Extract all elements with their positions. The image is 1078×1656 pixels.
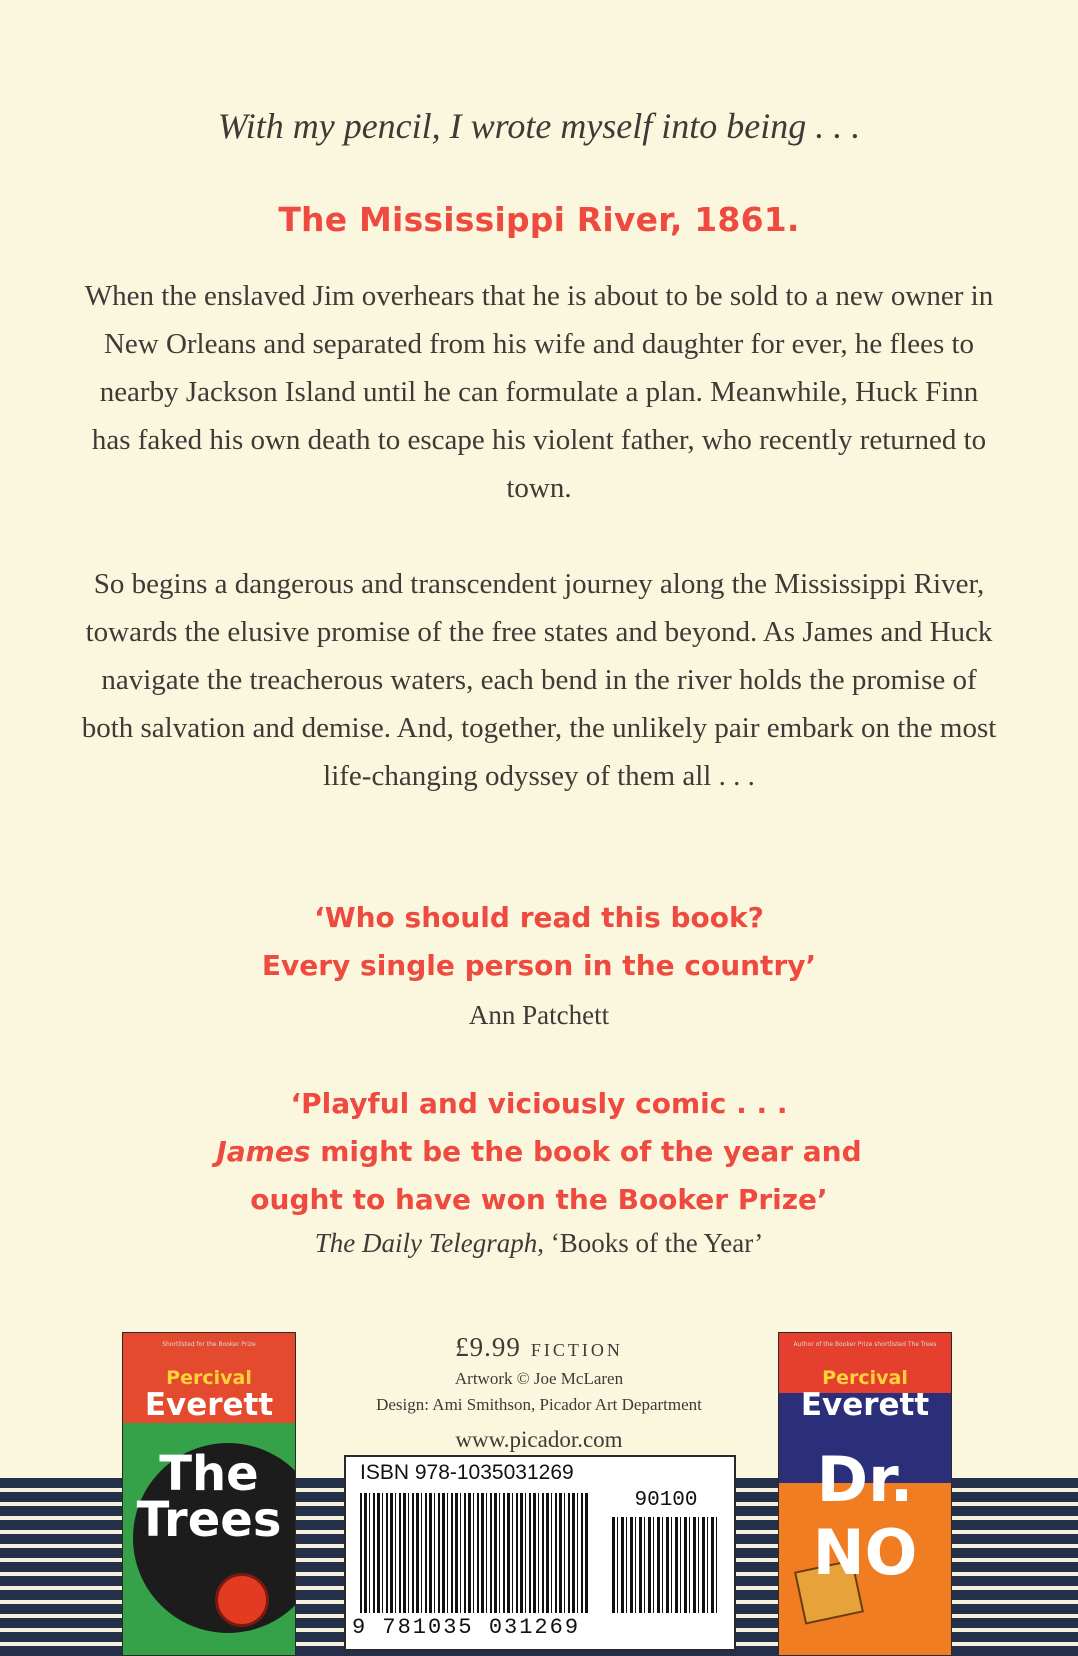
category: FICTION [530,1340,623,1360]
barcode [344,1455,736,1651]
review-quote-2 [0,1080,1078,1224]
price-code-bars [612,1517,720,1613]
book-author-first: Percival [166,1367,252,1389]
apple-icon [215,1573,269,1627]
quote-2-publication: The Daily Telegraph [314,1228,538,1258]
quote-1-line-1: ‘Who should read this book? [314,901,764,934]
book-author-first: Percival [822,1367,908,1389]
blurb-paragraph-1: When the enslaved Jim overhears that he is about to be sold to a new owner in New Orleans and separated from his wife and daughter for ever, he flees to nearby Jackson Island until he can formulate a plan. Meanwhile, Huck Finn has faked his own death to escape his violent father, who recently returned to town. [84,280,994,504]
quote-1-line-2: Every single person in the country’ [261,949,817,982]
book-thumbnail-dr-no [778,1332,952,1656]
quote-2-source [0,1228,1078,1259]
quote-1-source: Ann Patchett [468,1000,610,1030]
book-author-last: Everett [800,1387,930,1423]
quote-2-book-title: James [216,1135,311,1168]
book-title-line-1: The [159,1446,259,1502]
publisher-info [330,1332,748,1453]
book-title-line-2: Trees [136,1492,282,1548]
quote-2-line-1: ‘Playful and viciously comic . . . [290,1087,788,1120]
isbn-text: ISBN 978-1035031269 [360,1461,574,1484]
publisher-url: www.picador.com [455,1427,623,1452]
heading: The Mississippi River, 1861. [278,200,800,239]
review-quote-1 [0,894,1078,990]
book-tagline: Shortlisted for the Booker Prize [162,1341,256,1348]
quote-2-line-3: ought to have won the Booker Prize’ [250,1183,828,1216]
price: £9.99 [455,1332,521,1362]
quote-2-line-2-rest: might be the book of the year and [310,1135,862,1168]
price-line [330,1332,748,1363]
epigraph: With my pencil, I wrote myself into being . . . [217,106,861,146]
barcode-bars [360,1493,588,1613]
blurb-paragraph-2: So begins a dangerous and transcendent journey along the Mississippi River, towards the elusive promise of the free states and beyond. As James and Huck navigate the treacherous waters, each bend in the river holds the promise of both salvation and demise. And, together, the unlikely pair embark on the most life-changing odyssey of them all . . . [81,568,997,792]
book-tagline: Author of the Booker Prize shortlisted The Trees [793,1341,937,1348]
book-title-line-1: Dr. [816,1443,914,1516]
design-credit: Design: Ami Smithson, Picador Art Department [376,1395,702,1414]
book-title [779,1443,951,1589]
price-code: 90100 [634,1489,698,1512]
quote-2-source-rest: , ‘Books of the Year’ [537,1228,764,1258]
book-author-last: Everett [144,1387,274,1423]
book-thumbnail-the-trees [122,1332,296,1656]
quote-2-line-2 [0,1128,1078,1176]
artwork-credit: Artwork © Joe McLaren [454,1369,624,1388]
book-title-line-2: NO [812,1516,918,1589]
book-title [123,1446,295,1548]
barcode-digits: 9 781035 031269 [352,1615,581,1640]
